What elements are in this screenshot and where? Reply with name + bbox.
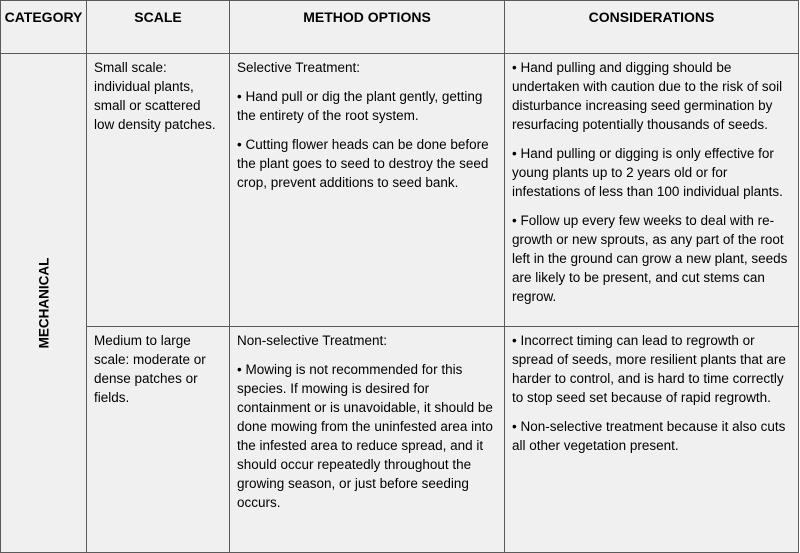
method-title: Non-selective Treatment: <box>237 333 388 348</box>
header-scale: SCALE <box>87 1 230 54</box>
table-row <box>1 327 799 553</box>
header-row <box>1 1 799 54</box>
header-category: CATEGORY <box>1 1 87 54</box>
header-method-options: METHOD OPTIONS <box>230 1 505 54</box>
consideration-item: • Hand pulling and digging should be undertaken with caution due to the risk of soil disturbance increasing seed germination by resurfacing potentially thousands of seeds. <box>512 60 783 132</box>
considerations-cell <box>505 327 799 553</box>
scale-cell <box>87 327 230 553</box>
category-label: MECHANICAL <box>36 257 51 349</box>
considerations-cell <box>505 54 799 327</box>
scale-cell <box>87 54 230 327</box>
consideration-item: • Non-selective treatment because it also cuts all other vegetation present. <box>512 419 786 453</box>
consideration-item: • Hand pulling or digging is only effective for young plants up to 2 years old or for infestations of less than 100 individual plants. <box>512 146 783 199</box>
method-item: • Cutting flower heads can be done before the plant goes to seed to destroy the seed crop, prevent additions to seed bank. <box>237 137 489 190</box>
method-cell <box>230 54 505 327</box>
consideration-item: • Follow up every few weeks to deal with re-growth or new sprouts, as any part of the root left in the ground can grow a new plant, seeds are likely to be present, and cut stems can regrow. <box>512 213 788 304</box>
scale-text: Medium to large scale: moderate or dense patches or fields. <box>94 333 206 405</box>
header-considerations: CONSIDERATIONS <box>505 1 799 54</box>
table-row <box>1 54 799 327</box>
scale-text: Small scale: individual plants, small or scattered low density patches. <box>94 60 216 132</box>
method-title: Selective Treatment: <box>237 60 361 75</box>
method-item: • Hand pull or dig the plant gently, getting the entirety of the root system. <box>237 89 483 123</box>
category-cell <box>1 54 87 553</box>
consideration-item: • Incorrect timing can lead to regrowth or spread of seeds, more resilient plants that are harder to control, and is hard to time correctly to stop seed set because of rapid regrowth. <box>512 333 786 405</box>
method-cell <box>230 327 505 553</box>
method-item: • Mowing is not recommended for this species. If mowing is desired for containment or is unavoidable, it should be done mowing from the uninfested area into the infested area to reduce spread, and it should occur repeatedly throughout the growing season, or just before seeding occurs. <box>237 362 493 510</box>
